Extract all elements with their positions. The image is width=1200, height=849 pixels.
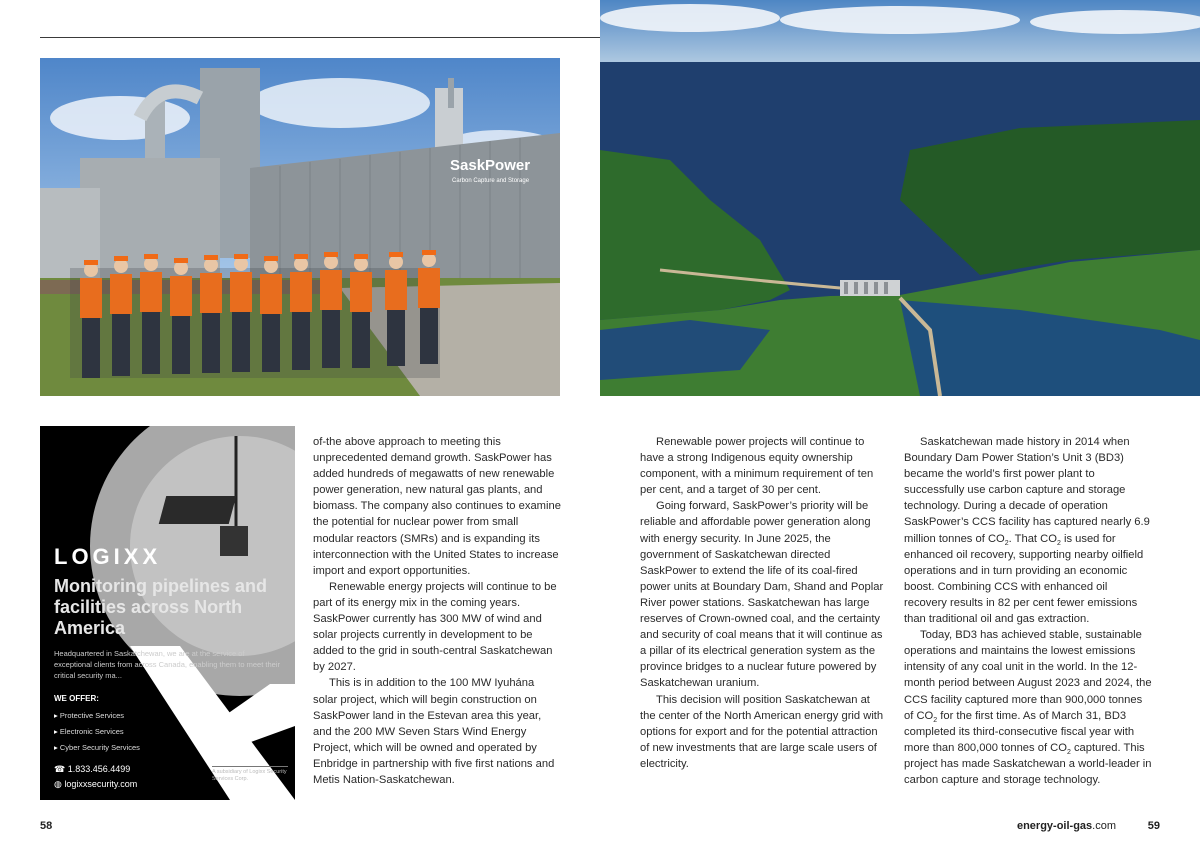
paragraph: This is in addition to the 100 MW Iyuhána solar project, which will begin construction on SaskPower land in the Estevan area this year, and the 200 MW Seven Stars Wind Energy Project, which will be owned and operated by Enbridge in partnership with five first nations and Metis Nation-Saskatchewan. (313, 677, 555, 786)
site-url[interactable]: energy-oil-gas.com (1016, 820, 1116, 832)
logixx-advertisement[interactable] (40, 426, 295, 800)
article-column-2 (640, 434, 888, 772)
page-number-right: 59 (1147, 820, 1160, 832)
paragraph: Going forward, SaskPower’s priority will be reliable and affordable power generation along with energy security. In June 2025, the government of Saskatchewan directed SaskPower to extend the life of its coal-fired power units at Boundary Dam, Shand and Poplar River power stations. Saskatchewan has large reserves of Crown-owned coal, and the certainty and security of coal means that it will continue as a pillar of its electrical generation system as the province bridges to a nuclear future powered by Saskatchewan uranium. (640, 500, 884, 690)
paragraph: of-the above approach to meeting this unprecedented demand growth. SaskPower has added hundreds of megawatts of new renewable power generation, new natural gas plants, and biomass. The company also continues to examine the potential for nuclear power from small modular reactors (SMRs) and is expanding its interconnection with the United States to increase import and export opportunities. (313, 436, 561, 577)
paragraph: Renewable power projects will continue to have a strong Indigenous equity ownership component, with a minimum requirement of ten per cent, and a target of 30 per cent. (640, 436, 874, 497)
list-item: ▸ Protective Services (54, 708, 140, 724)
list-item: ▸ Electronic Services (54, 724, 140, 740)
ad-offer-heading: WE OFFER: (54, 694, 99, 703)
dam-aerial-photo (600, 0, 1200, 396)
building-sign-subtitle: Carbon Capture and Storage (452, 178, 530, 184)
ad-offer-list (54, 708, 140, 756)
ad-body-text: Headquartered in Saskatchewan, we are at the service of exceptional clients from across Canada, enabling them to meet their critical security ma... (54, 649, 280, 680)
paragraph: Today, BD3 has achieved stable, sustainable operations and maintains the lowest emissions intensity of any coal unit in the world. In the 12-month period between August 2023 and 2024, the CCS facility captured more than 900,000 tonnes of $CO_2$ for the first time. As of March 31, BD3 completed its third-consecutive fiscal year with more than 800,000 tonnes of $CO_2$ captured. This project has made Saskatchewan a world-leader in carbon capture and storage technology. (904, 629, 1152, 786)
ad-phone[interactable]: ☎ 1.833.456.4499 (54, 764, 131, 774)
article-column-3 (904, 434, 1152, 788)
logixx-logo: LOGIXX (54, 544, 162, 569)
facility-group-photo (40, 58, 560, 396)
ad-footnote: A subsidiary of Logixx Security Services Corp. (212, 766, 288, 783)
article-column-1 (313, 434, 561, 788)
page-number-left: 58 (40, 820, 53, 832)
phone-icon: ☎ (54, 764, 68, 774)
paragraph: This decision will position Saskatchewan at the center of the North American energy grid with options for export and for the potential attraction of new investments that are large scale users of electricity. (640, 693, 884, 770)
building-sign-title: SaskPower (450, 157, 531, 174)
paragraph: Saskatchewan made history in 2014 when Boundary Dam Power Station’s Unit 3 (BD3) became the world’s first power plant to successfully use carbon capture and storage technology. During a decade of operation SaskPower’s CCS facility has captured nearly 6.9 million tonnes of $CO_2$. That $CO_2$ is used for enhanced oil recovery, supporting nearby oilfield operations and in turn providing an economic boost. Combining CCS with enhanced oil recovery results in 82 per cent fewer emissions than traditional oil and gas extraction. (904, 436, 1150, 626)
ad-website-link[interactable]: ◍ logixxsecurity.com (54, 779, 138, 789)
globe-icon: ◍ (54, 779, 65, 789)
ad-headline: Monitoring pipelines and facilities across North America (54, 576, 267, 638)
paragraph: Renewable energy projects will continue to be part of its energy mix in the coming years. SaskPower currently has 300 MW of wind and solar projects currently in development to be added to the grid in south-central Saskatchewan by 2027. (313, 580, 557, 674)
list-item: ▸ Cyber Security Services (54, 740, 140, 756)
